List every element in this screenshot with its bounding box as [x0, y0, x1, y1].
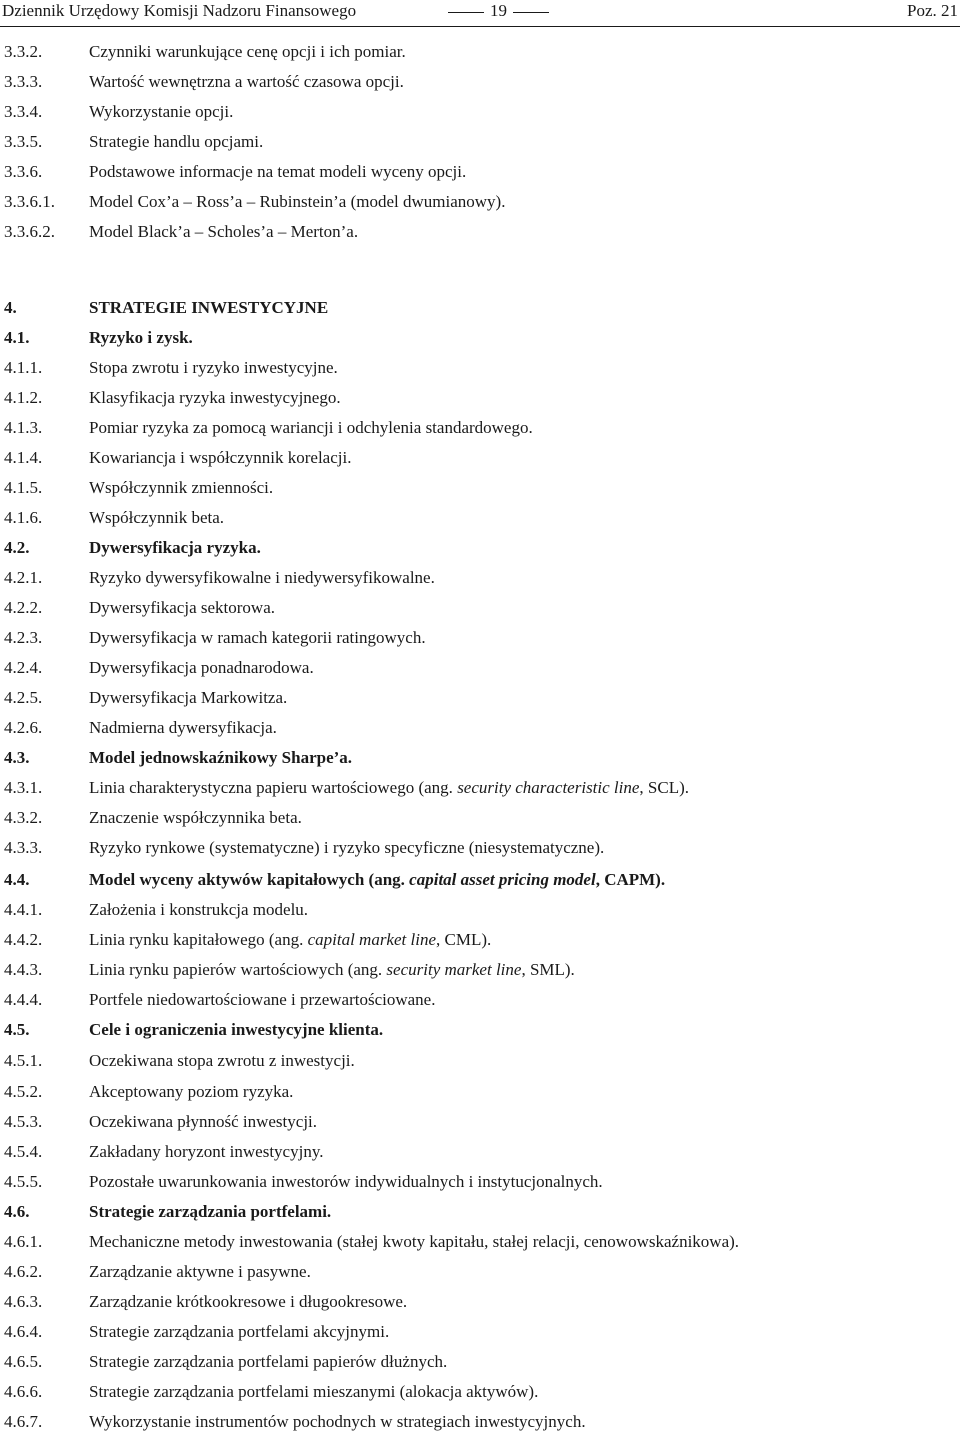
section-title: Wykorzystanie opcji. — [89, 102, 234, 121]
title-text: Linia rynku kapitałowego (ang. — [89, 930, 308, 949]
toc-entry — [0, 1261, 960, 1283]
section-number: 4.6.4. — [4, 1322, 43, 1341]
section-number: 4.3.3. — [4, 838, 43, 857]
toc-entry — [0, 929, 960, 951]
title-text-end: , SML). — [521, 960, 575, 979]
section-title: Nadmierna dywersyfikacja. — [89, 718, 277, 737]
section-title: Model jednowskaźnikowy Sharpe’a. — [89, 748, 353, 767]
section-title: Cele i ograniczenia inwestycyjne klienta. — [89, 1020, 384, 1039]
section-number: 4.5.3. — [4, 1112, 43, 1131]
section-number: 4.5.5. — [4, 1172, 43, 1191]
section-number: 4.5. — [4, 1020, 30, 1039]
toc-entry — [0, 357, 960, 379]
section-number: 4.2.4. — [4, 658, 43, 677]
toc-entry — [0, 1381, 960, 1403]
toc-entry — [0, 417, 960, 439]
toc-heading — [0, 1019, 960, 1041]
section-title: Model Black’a – Scholes’a – Merton’a. — [89, 222, 359, 241]
section-title — [89, 869, 665, 891]
section-number: 4.1.3. — [4, 418, 43, 437]
toc-entry — [0, 899, 960, 921]
section-number: 4.1. — [4, 328, 30, 347]
page-number-value: 19 — [490, 1, 507, 20]
section-title: Wykorzystanie instrumentów pochodnych w strategiach inwestycyjnych. — [89, 1412, 586, 1431]
title-english-term: capital market line — [307, 930, 436, 949]
toc-entry — [0, 627, 960, 649]
toc-entry — [0, 1411, 960, 1433]
section-number: 4.3.2. — [4, 808, 43, 827]
section-title: Mechaniczne metody inwestowania (stałej kwoty kapitału, stałej relacji, cenowowskaźnikowa). — [89, 1232, 740, 1251]
section-number: 3.3.5. — [4, 132, 43, 151]
toc-entry — [0, 597, 960, 619]
section-title: Stopa zwrotu i ryzyko inwestycyjne. — [89, 358, 338, 377]
section-title: Pomiar ryzyka za pomocą wariancji i odchylenia standardowego. — [89, 418, 533, 437]
toc-heading — [0, 297, 960, 319]
section-number: 4.6.6. — [4, 1382, 43, 1401]
section-number: 3.3.2. — [4, 42, 43, 61]
section-number: 3.3.4. — [4, 102, 43, 121]
section-number: 4.6.5. — [4, 1352, 43, 1371]
section-title: Strategie zarządzania portfelami. — [89, 1202, 332, 1221]
toc-entry — [0, 41, 960, 63]
section-title: Współczynnik beta. — [89, 508, 225, 527]
toc-entry — [0, 477, 960, 499]
section-number: 4.1.2. — [4, 388, 43, 407]
toc-entry — [0, 101, 960, 123]
section-number: 3.3.6.1. — [4, 192, 55, 211]
section-number: 4.1.6. — [4, 508, 43, 527]
section-title: Wartość wewnętrzna a wartość czasowa opcji. — [89, 72, 404, 91]
title-text: Model wyceny aktywów kapitałowych (ang. — [89, 870, 410, 889]
section-title: Ryzyko rynkowe (systematyczne) i ryzyko specyficzne (niesystematyczne). — [89, 838, 605, 857]
section-number: 4.2.6. — [4, 718, 43, 737]
section-title: Strategie handlu opcjami. — [89, 132, 264, 151]
toc-entry — [0, 1081, 960, 1103]
toc-entry — [0, 1141, 960, 1163]
section-title: Podstawowe informacje na temat modeli wyceny opcji. — [89, 162, 467, 181]
section-title: Znaczenie współczynnika beta. — [89, 808, 302, 827]
title-english-term: capital asset pricing model — [409, 870, 596, 889]
toc-entry — [0, 507, 960, 529]
section-number: 3.3.3. — [4, 72, 43, 91]
section-title: Pozostałe uwarunkowania inwestorów indywidualnych i instytucjonalnych. — [89, 1172, 603, 1191]
title-english-term: security market line — [386, 960, 522, 979]
section-title — [89, 929, 491, 951]
section-title: Współczynnik zmienności. — [89, 478, 274, 497]
toc-entry — [0, 1111, 960, 1133]
dash-left — [448, 12, 484, 13]
section-number: 3.3.6. — [4, 162, 43, 181]
toc-entry — [0, 807, 960, 829]
section-number: 4.6.7. — [4, 1412, 43, 1431]
toc-entry — [0, 131, 960, 153]
toc-entry — [0, 657, 960, 679]
section-number: 4.1.4. — [4, 448, 43, 467]
section-number: 4.4. — [4, 870, 30, 889]
section-number: 4.6.2. — [4, 1262, 43, 1281]
section-number: 4.2.5. — [4, 688, 43, 707]
toc-entry — [0, 837, 960, 859]
toc-entry — [0, 1321, 960, 1343]
section-number: 4.4.1. — [4, 900, 43, 919]
toc-entry — [0, 959, 960, 981]
section-title: Ryzyko dywersyfikowalne i niedywersyfikowalne. — [89, 568, 435, 587]
toc-entry — [0, 71, 960, 93]
toc-entry — [0, 687, 960, 709]
section-number: 4.4.4. — [4, 990, 43, 1009]
section-number: 4. — [4, 298, 17, 317]
dash-right — [513, 12, 549, 13]
section-title: Zarządzanie krótkookresowe i długookresowe. — [89, 1292, 408, 1311]
toc-entry — [0, 447, 960, 469]
title-text: Linia charakterystyczna papieru wartościowego (ang. — [89, 778, 458, 797]
section-title: Strategie zarządzania portfelami akcyjnymi. — [89, 1322, 390, 1341]
section-number: 4.3.1. — [4, 778, 43, 797]
section-title — [89, 777, 689, 799]
section-number: 4.4.3. — [4, 960, 43, 979]
toc-heading — [0, 1201, 960, 1223]
toc-entry — [0, 777, 960, 799]
toc-entry — [0, 567, 960, 589]
toc-entry — [0, 1171, 960, 1193]
section-title: Zakładany horyzont inwestycyjny. — [89, 1142, 324, 1161]
section-number: 4.2.1. — [4, 568, 43, 587]
title-text-end: , SCL). — [639, 778, 690, 797]
toc-entry — [0, 191, 960, 213]
section-number: 4.4.2. — [4, 930, 43, 949]
section-title: Dywersyfikacja ryzyka. — [89, 538, 261, 557]
section-number: 4.2.3. — [4, 628, 43, 647]
section-number: 4.6.3. — [4, 1292, 43, 1311]
toc-entry — [0, 161, 960, 183]
toc-heading — [0, 327, 960, 349]
toc-entry — [0, 1050, 960, 1072]
section-title: Dywersyfikacja sektorowa. — [89, 598, 275, 617]
toc-entry — [0, 387, 960, 409]
section-title — [89, 959, 575, 981]
section-number: 3.3.6.2. — [4, 222, 55, 241]
section-number: 4.2. — [4, 538, 30, 557]
section-number: 4.5.2. — [4, 1082, 43, 1101]
section-title: Strategie zarządzania portfelami mieszanymi (alokacja aktywów). — [89, 1382, 539, 1401]
section-number: 4.1.5. — [4, 478, 43, 497]
section-title: Portfele niedowartościowane i przewartościowane. — [89, 990, 436, 1009]
section-title: Ryzyko i zysk. — [89, 328, 193, 347]
section-title: STRATEGIE INWESTYCYJNE — [89, 298, 329, 317]
header-rule — [0, 26, 960, 27]
title-text-end: , CML). — [436, 930, 492, 949]
section-title: Kowariancja i współczynnik korelacji. — [89, 448, 352, 467]
title-text-end: , CAPM). — [595, 870, 666, 889]
section-number: 4.2.2. — [4, 598, 43, 617]
section-title: Dywersyfikacja Markowitza. — [89, 688, 288, 707]
toc-entry — [0, 1291, 960, 1313]
section-title: Klasyfikacja ryzyka inwestycyjnego. — [89, 388, 341, 407]
section-title: Strategie zarządzania portfelami papierów dłużnych. — [89, 1352, 448, 1371]
toc-entry — [0, 717, 960, 739]
section-title: Czynniki warunkujące cenę opcji i ich pomiar. — [89, 42, 406, 61]
toc-heading — [0, 869, 960, 891]
page-header — [0, 0, 960, 26]
section-number: 4.5.4. — [4, 1142, 43, 1161]
toc-heading — [0, 747, 960, 769]
section-title: Akceptowany poziom ryzyka. — [89, 1082, 294, 1101]
section-number: 4.6. — [4, 1202, 30, 1221]
toc-entry — [0, 1231, 960, 1253]
toc-entry — [0, 1351, 960, 1373]
toc-heading — [0, 537, 960, 559]
section-title: Oczekiwana stopa zwrotu z inwestycji. — [89, 1051, 355, 1070]
journal-title: Dziennik Urzędowy Komisji Nadzoru Finansowego — [2, 1, 357, 20]
section-number: 4.1.1. — [4, 358, 43, 377]
section-title: Założenia i konstrukcja modelu. — [89, 900, 309, 919]
toc-entry — [0, 989, 960, 1011]
section-number: 4.3. — [4, 748, 30, 767]
section-title: Zarządzanie aktywne i pasywne. — [89, 1262, 311, 1281]
section-number: 4.6.1. — [4, 1232, 43, 1251]
page-number — [442, 0, 555, 22]
section-title: Oczekiwana płynność inwestycji. — [89, 1112, 318, 1131]
title-text: Linia rynku papierów wartościowych (ang. — [89, 960, 387, 979]
section-title: Model Cox’a – Ross’a – Rubinstein’a (model dwumianowy). — [89, 192, 506, 211]
toc-entry — [0, 221, 960, 243]
title-english-term: security characteristic line — [457, 778, 640, 797]
section-title: Dywersyfikacja w ramach kategorii ratingowych. — [89, 628, 426, 647]
section-title: Dywersyfikacja ponadnarodowa. — [89, 658, 314, 677]
position-number: Poz. 21 — [907, 1, 958, 20]
section-number: 4.5.1. — [4, 1051, 43, 1070]
